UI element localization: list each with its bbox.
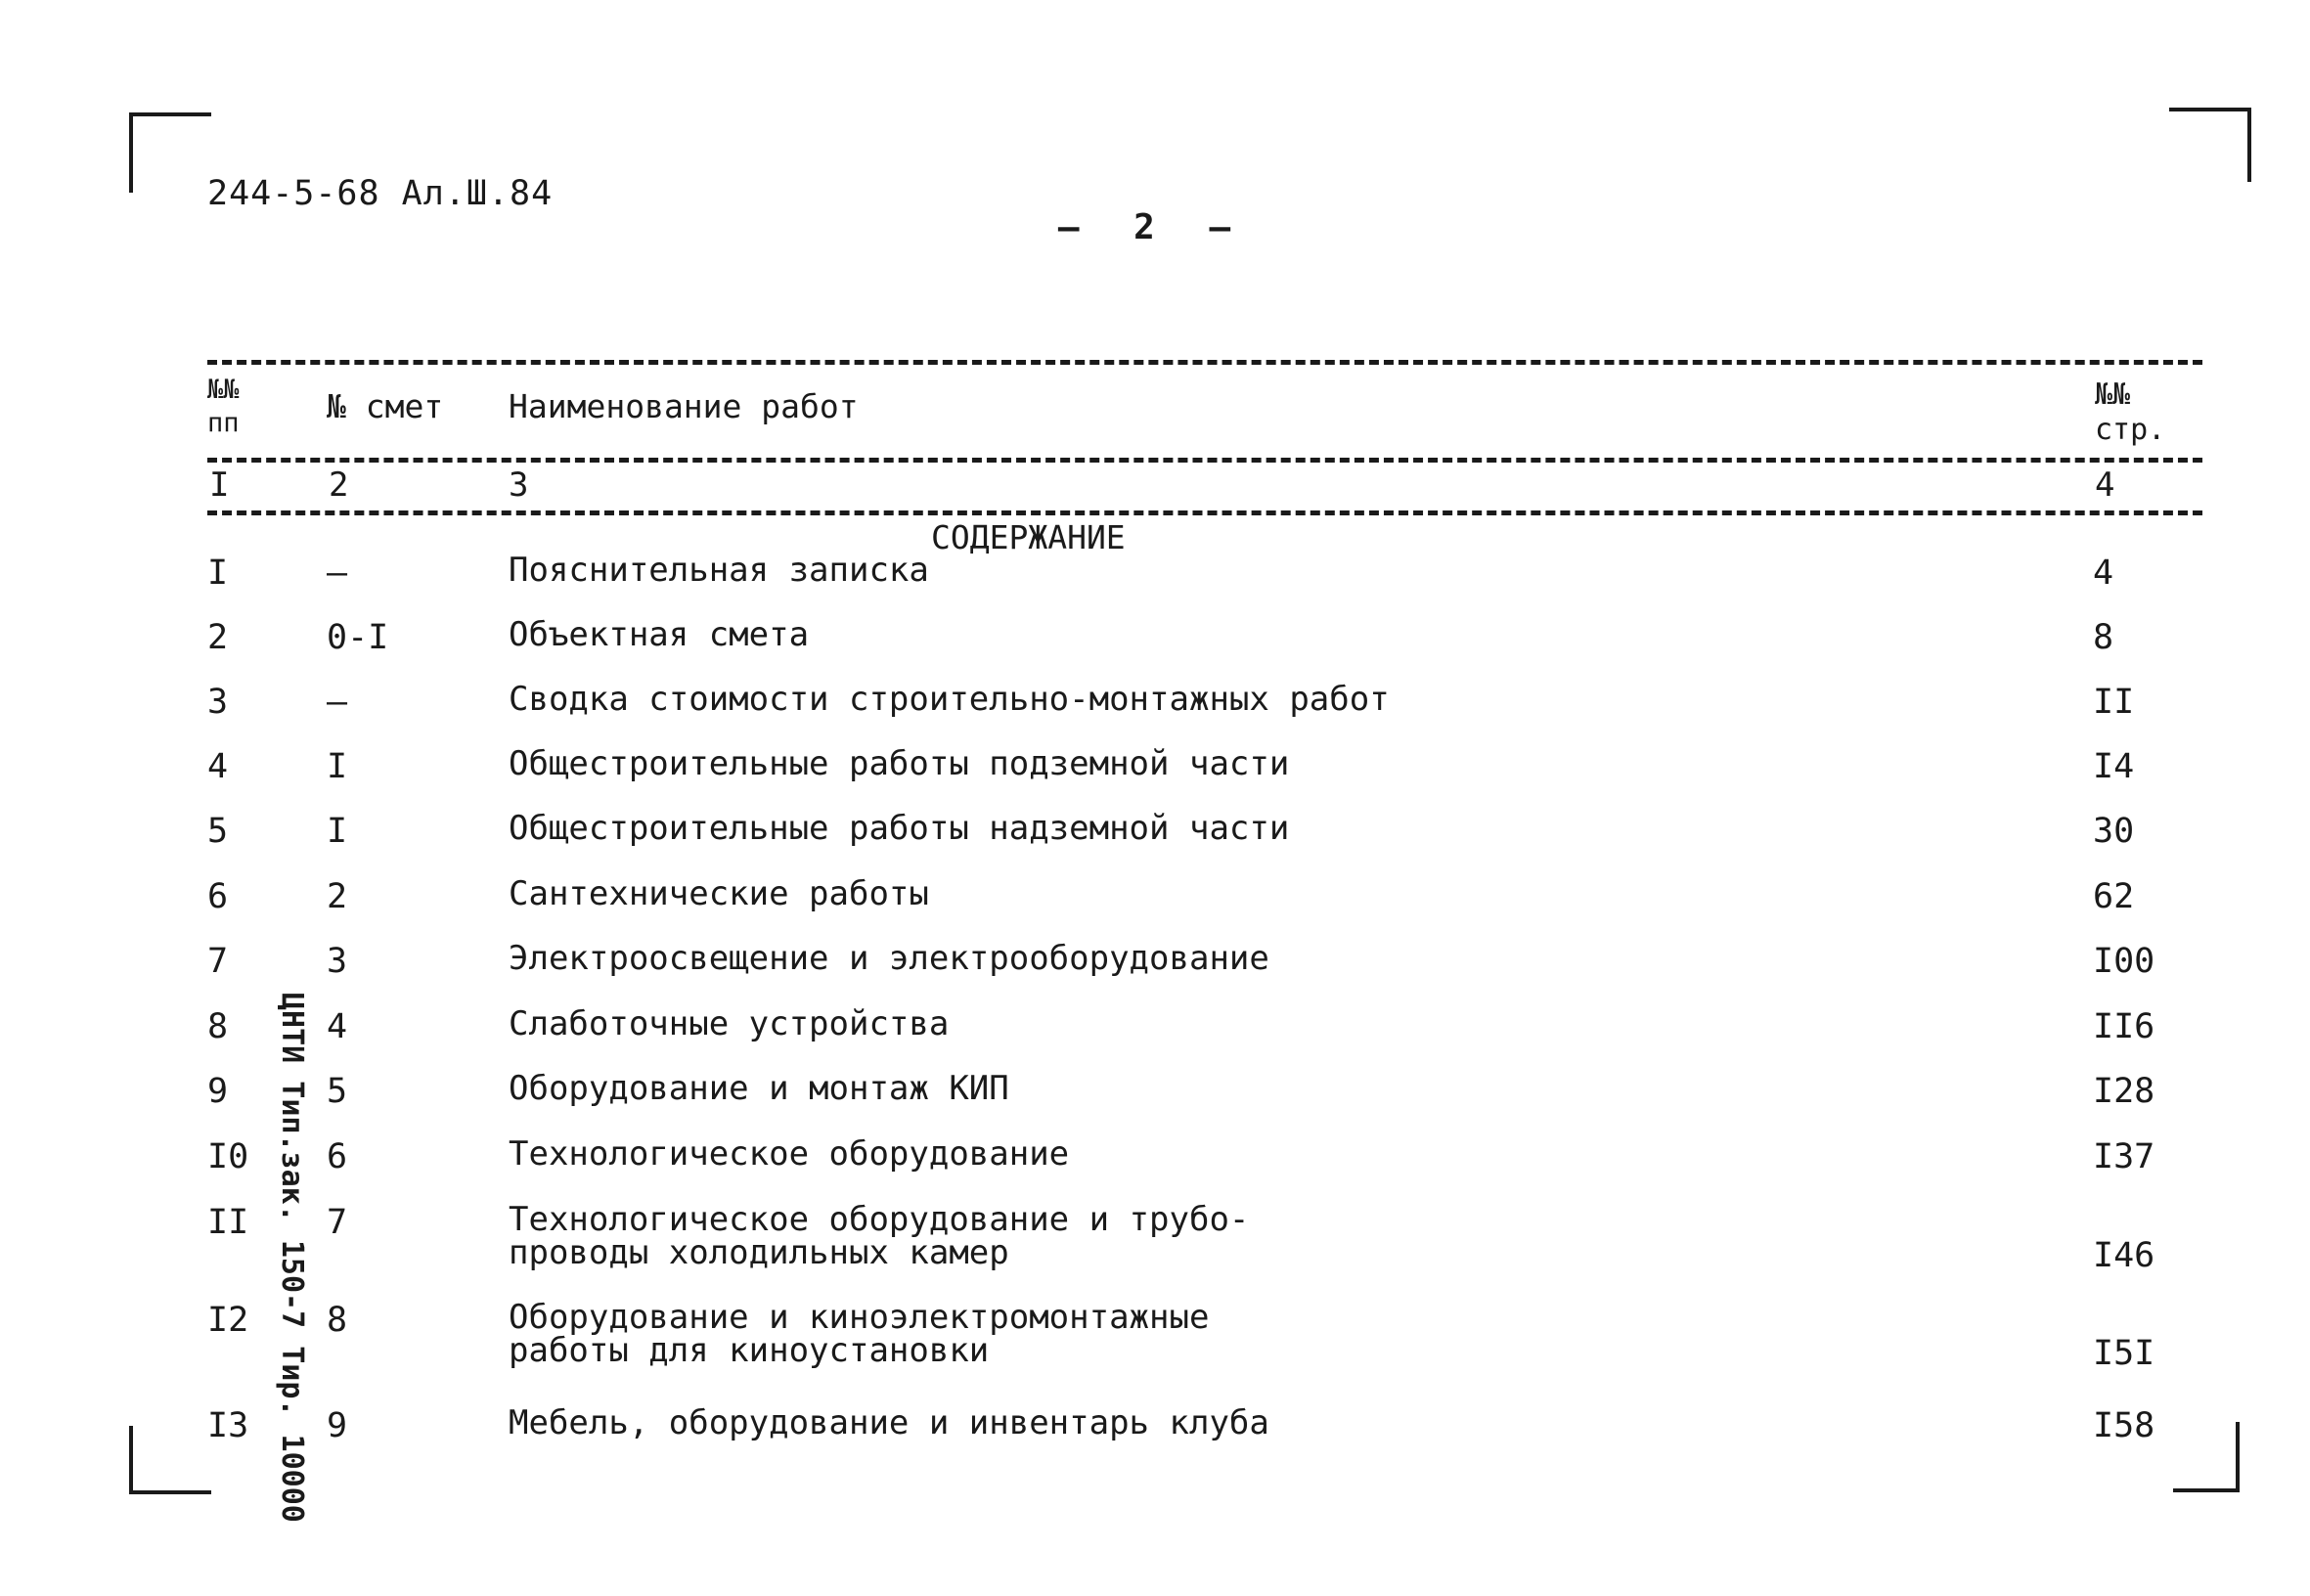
row-page-number: 4 <box>2093 554 2114 593</box>
row-work-name-line: Сантехнические работы <box>509 874 929 913</box>
row-estimate-number: 2 <box>327 877 348 916</box>
row-page-number: I46 <box>2093 1236 2155 1275</box>
row-work-name <box>509 1069 1009 1108</box>
row-work-name-line: Пояснительная записка <box>509 551 929 590</box>
row-estimate-number: – <box>327 683 348 722</box>
row-estimate-number: 7 <box>327 1203 348 1242</box>
row-work-name <box>509 1298 1210 1370</box>
row-work-name <box>509 809 1290 848</box>
row-item-number: 3 <box>207 683 229 722</box>
row-item-number: I2 <box>207 1301 249 1340</box>
row-work-name <box>509 1200 1250 1272</box>
row-estimate-number: 9 <box>327 1406 348 1445</box>
row-work-name <box>509 680 1390 719</box>
column-number-2: 2 <box>329 466 349 505</box>
header-item-number: №№ пп <box>207 375 240 438</box>
row-work-name <box>509 939 1269 978</box>
row-estimate-number: 6 <box>327 1137 348 1176</box>
row-work-name-line: Технологическое оборудование <box>509 1134 1070 1174</box>
row-work-name <box>509 744 1290 783</box>
row-work-name <box>509 874 929 913</box>
row-item-number: I0 <box>207 1137 249 1176</box>
row-work-name-line: Оборудование и киноэлектромонтажные <box>509 1298 1210 1337</box>
row-work-name <box>509 551 929 590</box>
row-page-number: I37 <box>2093 1137 2155 1176</box>
row-page-number: II <box>2093 683 2135 722</box>
row-estimate-number: 0-I <box>327 618 389 657</box>
row-item-number: I3 <box>207 1406 249 1445</box>
row-item-number: 4 <box>207 747 229 786</box>
row-page-number: I28 <box>2093 1072 2155 1111</box>
row-estimate-number: – <box>327 554 348 593</box>
column-number-4: 4 <box>2095 466 2115 505</box>
row-item-number: 9 <box>207 1072 229 1111</box>
contents-title: СОДЕРЖАНИЕ <box>931 518 1126 556</box>
row-work-name-line: Технологическое оборудование и трубо- <box>509 1200 1250 1239</box>
row-work-name <box>509 1134 1070 1174</box>
header-estimate-number: № смет <box>327 387 444 425</box>
row-work-name-line: Слаботочные устройства <box>509 1004 950 1043</box>
row-estimate-number: I <box>327 747 348 786</box>
row-page-number: II6 <box>2093 1007 2155 1046</box>
row-page-number: 30 <box>2093 812 2135 851</box>
row-work-name-line: Общестроительные работы надземной части <box>509 809 1290 848</box>
row-item-number: 7 <box>207 942 229 981</box>
row-work-name <box>509 1004 950 1043</box>
crop-mark-bottom-right <box>2173 1422 2240 1492</box>
row-work-name-line: работы для киноустановки <box>509 1331 990 1370</box>
row-work-name-line: проводы холодильных камер <box>509 1233 1009 1272</box>
print-info-side-note: ЦНТИ Тип.зак. 150-7 Тир. 10000 <box>275 993 309 1523</box>
document-code: 244-5-68 Ал.Ш.84 <box>207 174 554 213</box>
row-work-name-line: Объектная смета <box>509 615 810 654</box>
row-page-number: I00 <box>2093 942 2155 981</box>
row-work-name-line: Общестроительные работы подземной части <box>509 744 1290 783</box>
row-work-name <box>509 615 810 654</box>
row-page-number: I5I <box>2093 1334 2155 1373</box>
row-work-name-line: Мебель, оборудование и инвентарь клуба <box>509 1403 1269 1442</box>
crop-mark-bottom-left <box>129 1426 211 1494</box>
header-work-name: Наименование работ <box>509 387 859 425</box>
row-work-name <box>509 1403 1269 1442</box>
header-page-number: №№ стр. <box>2095 377 2166 447</box>
row-estimate-number: 3 <box>327 942 348 981</box>
row-item-number: 5 <box>207 812 229 851</box>
row-page-number: 62 <box>2093 877 2135 916</box>
column-number-3: 3 <box>509 466 529 505</box>
crop-mark-top-right <box>2169 108 2251 182</box>
row-work-name-line: Электроосвещение и электрооборудование <box>509 939 1269 978</box>
row-estimate-number: 4 <box>327 1007 348 1046</box>
row-item-number: 6 <box>207 877 229 916</box>
row-item-number: 8 <box>207 1007 229 1046</box>
row-work-name-line: Сводка стоимости строительно-монтажных работ <box>509 680 1390 719</box>
crop-mark-top-left <box>129 112 211 193</box>
row-work-name-line: Оборудование и монтаж КИП <box>509 1069 1009 1108</box>
row-page-number: 8 <box>2093 618 2114 657</box>
row-item-number: I <box>207 554 229 593</box>
row-page-number: I58 <box>2093 1406 2155 1445</box>
row-page-number: I4 <box>2093 747 2135 786</box>
dashed-rule-header-bottom <box>207 458 2202 463</box>
dashed-rule-colnum-bottom <box>207 510 2202 515</box>
row-estimate-number: 5 <box>327 1072 348 1111</box>
row-estimate-number: I <box>327 812 348 851</box>
row-estimate-number: 8 <box>327 1301 348 1340</box>
dashed-rule-top <box>207 360 2202 365</box>
row-item-number: 2 <box>207 618 229 657</box>
column-number-1: I <box>209 466 230 505</box>
row-item-number: II <box>207 1203 249 1242</box>
page-number: – 2 – <box>1057 207 1231 247</box>
